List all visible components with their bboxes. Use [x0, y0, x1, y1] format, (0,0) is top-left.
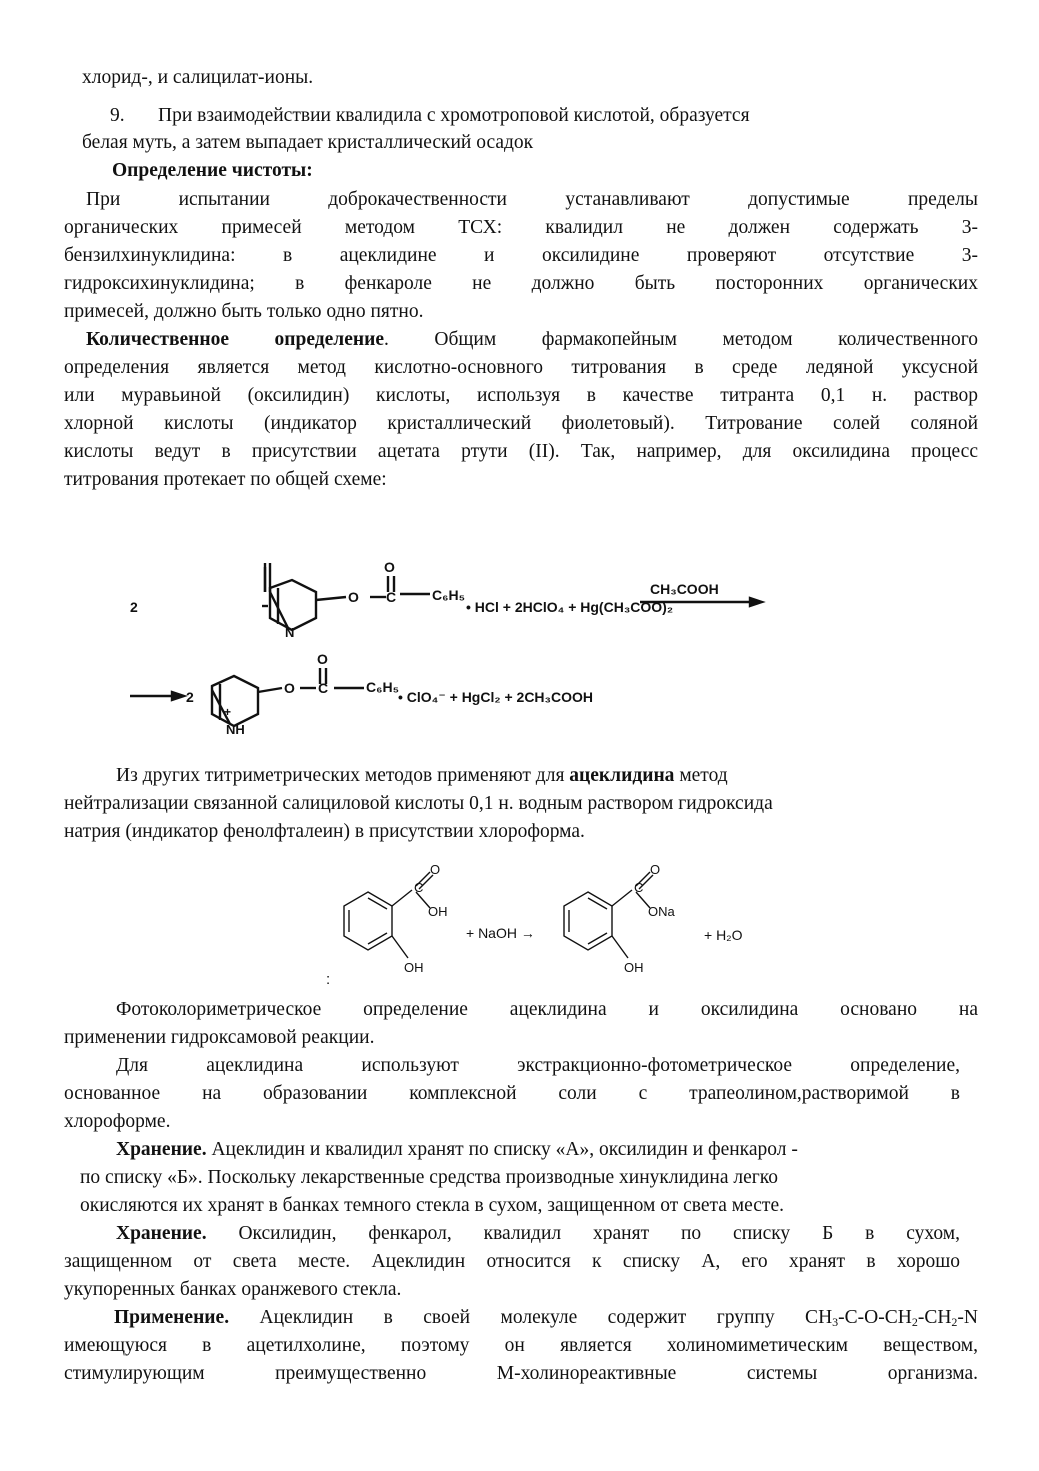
arrow-condition-label: CH₃COOH [650, 581, 719, 597]
text-line: натрия (индикатор фенолфталеин) в присутствии хлороформа. [64, 821, 585, 842]
subscript: 3 [832, 1315, 839, 1329]
text-line: или муравьиной (оксилидин) кислоты, используя в качестве титранта 0,1 н. раствор [64, 385, 978, 406]
text-span: -C-O-CH [838, 1307, 912, 1328]
substituent-label: C₆H₅ [366, 679, 399, 695]
coefficient-label: 2 [186, 689, 194, 705]
atom-label: C [386, 589, 397, 605]
text-line: имеющуюся в ацетилхолине, поэтому он является холиномиметическим веществом, [64, 1335, 978, 1356]
text-line: хлорной кислоты (индикатор кристаллический фиолетовый). Титрование солей соляной [64, 413, 978, 434]
paragraph-usage [64, 1304, 978, 1388]
text-line: нейтрализации связанной салициловой кислоты 0,1 н. водным раствором гидроксида [64, 793, 773, 814]
paragraph-storage-2 [64, 1220, 960, 1304]
text-line: определения является метод кислотно-основного титрования в среде ледяной уксусной [64, 357, 978, 378]
text-line: Фотоколориметрическое определение ацеклидина и оксилидина основано на [116, 999, 978, 1020]
text-line [116, 762, 728, 789]
atom-label: OH [404, 960, 424, 975]
list-item-number: 9. [110, 105, 125, 126]
text-span: -CH [917, 1307, 952, 1328]
text-line: применении гидроксамовой реакции. [64, 1027, 375, 1048]
titration-reaction-scheme [120, 540, 780, 740]
text-line [116, 1136, 798, 1163]
text-span: . Общим фармакопейным методом количественного [384, 329, 978, 350]
section-heading: Хранение. [116, 1223, 207, 1244]
benzene-ring [564, 892, 612, 950]
atom-label: ONa [648, 904, 675, 919]
atom-label: NH [226, 722, 245, 737]
text-line: окисляются их хранят в банках темного стекла в сухом, защищенном от света месте. [80, 1195, 784, 1216]
text-line: защищенном от света месте. Ацеклидин относится к списку А, его хранят в хорошо [64, 1251, 960, 1272]
text-line: органических примесей методом ТСХ: квалидил не должен содержать 3- [64, 217, 978, 238]
text-line [64, 1304, 978, 1332]
section-heading: Количественное определение [86, 329, 385, 350]
atom-label: O [430, 862, 441, 877]
charge-sign: + [224, 705, 232, 719]
atom-label: O [317, 651, 328, 667]
bold-term: ацеклидина [569, 765, 675, 786]
coefficient-label: 2 [130, 599, 138, 615]
paragraph-extraction [64, 1052, 960, 1136]
paragraph-quantitative [64, 326, 978, 494]
atom-label: C [414, 880, 424, 895]
atom-label: O [348, 589, 359, 605]
substituent-label: C₆H₅ [432, 587, 465, 603]
text-span: Ацеклидин и квалидил хранят по списку «А», оксилидин и фенкарол - [206, 1139, 798, 1160]
text-line: хлорид-, и салицилат-ионы. [82, 67, 314, 88]
atom-label: OH [428, 904, 448, 919]
text-line: белая муть, а затем выпадает кристаллический осадок [82, 132, 534, 153]
atom-label: O [284, 680, 295, 696]
paragraph-photocolorimetric [64, 996, 978, 1052]
text-span: -N [957, 1307, 978, 1328]
atom-label: O [384, 559, 395, 575]
text-line: При взаимодействии квалидила с хромотроповой кислотой, образуется [158, 105, 750, 126]
text-line: гидроксихинуклидина; в фенкароле не должно быть посторонних органических [64, 273, 978, 294]
subscript: 2 [911, 1315, 918, 1329]
text-line: по списку «Б». Поскольку лекарственные средства производные хинуклидина легко [80, 1167, 778, 1188]
text-span: Ацеклидин в своей молекуле содержит группу CH [229, 1307, 833, 1328]
text-line: При испытании доброкачественности устанавливают допустимые пределы [86, 189, 978, 210]
text-span: Оксилидин, фенкарол, квалидил хранят по списку Б в сухом, [206, 1223, 960, 1244]
salicylic-reaction-scheme [320, 860, 770, 990]
atom-label: C [634, 880, 644, 895]
benzene-ring [344, 892, 392, 950]
atom-label: N [285, 625, 295, 640]
text-line: примесей, должно быть только одно пятно. [64, 301, 424, 322]
section-heading: Применение. [114, 1307, 230, 1328]
product-label: + H₂O [704, 927, 743, 943]
text-line: бензилхинуклидина: в ацеклидине и оксилидине проверяют отсутствие 3- [64, 245, 978, 266]
atom-label: C [318, 680, 329, 696]
text-span: метод [674, 765, 728, 786]
text-line: стимулирующим преимущественно М-холинореактивные системы организма. [64, 1363, 978, 1384]
reagent-label: + NaOH → [466, 925, 535, 941]
text-line: основанное на образовании комплексной соли с трапеолином,растворимой в [64, 1083, 960, 1104]
text-line: Для ацеклидина используют экстракционно-фотометрическое определение, [116, 1055, 960, 1076]
section-heading: Хранение. [116, 1139, 207, 1160]
text-span: Из других титриметрических методов применяют для [116, 765, 570, 786]
subscript: 2 [951, 1315, 958, 1329]
products-label: • ClO₄⁻ + HgCl₂ + 2CH₃COOH [398, 689, 594, 705]
text-line: укупоренных банках оранжевого стекла. [64, 1279, 402, 1300]
atom-label: OH [624, 960, 644, 975]
text-line [64, 326, 978, 354]
text-line: титрования протекает по общей схеме: [64, 469, 387, 490]
text-line: кислоты ведут в присутствии ацетата ртути (II). Так, например, для оксилидина процесс [64, 441, 978, 462]
reagents-label: • HCl + 2HClO₄ + Hg(CH₃COO)₂ [466, 599, 674, 615]
text-line: хлороформе. [64, 1111, 171, 1132]
paragraph-purity [64, 186, 978, 326]
section-heading: Определение чистоты: [112, 160, 313, 181]
atom-label: O [650, 862, 661, 877]
text-line [64, 1220, 960, 1248]
colon-mark: : [326, 971, 331, 988]
